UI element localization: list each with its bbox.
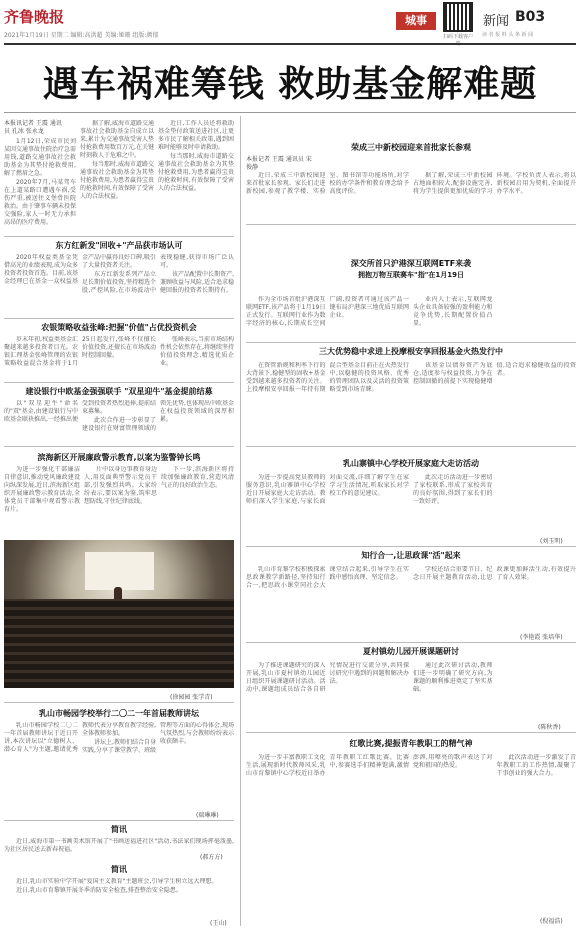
paragraph: 每当那时,威海市道路交通事故社会救助基金为其垫付抢救费用,为患者赢得宝贵的抢救时间,有效保障了受害人的合法权益。 xyxy=(80,161,154,200)
article-byline: (倪福浩) xyxy=(540,918,563,925)
paragraph: 此次活动进一步激发了青年教职工的工作热情,凝聚了干事创业的强大合力。 xyxy=(496,754,576,777)
paragraph: 下一步,滨海新区将持续加强廉政教育,营造风清气正的良好政治生态。 xyxy=(161,466,234,489)
page-headline: 遇车祸难筹钱 救助基金解难题 xyxy=(42,63,538,105)
paragraph: 岁末年初,权益类基金汇聚越来越多投资者目光。农银汇理基金张峰管理的农银策略收益混合基金将于1月25日起发行,张峰不仅擅长价值投资,还擅长在市场波动时控制回撤。 xyxy=(4,336,156,367)
section-tag: 城事 xyxy=(396,12,436,30)
paragraph: 乳山市育黎学校积极探索思政课教学新路径,坚持知行合一,把思政小课堂同社会大课堂结合起来,引导学生在实践中感悟真理、坚定信念。 xyxy=(246,566,409,589)
paragraph: 东方红新发系列产品立足长期价值投资,坚持精选个股,严控风险,在市场波动中表现稳健,获得市场广泛认可。 xyxy=(82,254,234,294)
lead-article-col3 xyxy=(158,120,234,234)
article-body xyxy=(246,172,576,220)
paragraph: 为进一步提高党员教师的服务意识,乳山寨镇中心学校近日开展家庭大走访活动。教师们深入学生家庭,与家长面对面交流,详细了解学生在家学习生活情况,听取家长对学校工作的意见建议。 xyxy=(246,474,409,505)
divider xyxy=(246,342,576,343)
paragraph: 该产品配置中长期资产,兼顾收益与风险,适合追求稳健回报的投资者长期持有。 xyxy=(160,271,234,294)
article-body xyxy=(246,362,576,442)
article-title: 三大优势稳中求进上投摩根安享回报基金火热发行中 xyxy=(319,347,503,356)
divider xyxy=(246,446,576,447)
article-title: 滨海新区开展廉政警示教育,以案为鉴警钟长鸣 xyxy=(37,453,201,462)
article-byline: (刘玉明) xyxy=(540,538,563,545)
newspaper-logo: 齐鲁晚报 xyxy=(4,8,65,26)
paragraph: 每当那时,威海市道路交通事故社会救助基金为其垫付抢救费用,为患者赢得宝贵的抢救时间,有效保障了受害人的合法权益。 xyxy=(158,153,234,192)
article-title: 知行合一,让思政课"活"起来 xyxy=(361,551,461,560)
paragraph: 通过此次研讨活动,教师们进一步明确了研究方向,为课题的顺利推进奠定了坚实基础。 xyxy=(413,662,493,693)
paragraph: 1月12日,荣成市民刘某因交通事故住院治疗急需用钱,道路交通事故社会救助基金为其垫付抢救费用,解了燃眉之急。 xyxy=(4,138,76,177)
qr-caption: 扫码下载客户 xyxy=(442,34,473,40)
column-rule xyxy=(240,116,241,926)
paragraph: 片中以身边事教育身边人,用反面典型警示党员干部,引发强烈共鸣。大家纷纷表示,要以案为鉴,筑牢思想防线,守住纪律底线。 xyxy=(84,466,157,505)
date-line: 2021年1月19日 星期二 编辑:高洪超 美编:姬珊 组版:颜郁 xyxy=(4,32,159,39)
article-subtitle: 拥抱万物互联赛车"指"在1月19日 xyxy=(358,271,464,279)
article-title: 乳山寨镇中心学校开展家庭大走访活动 xyxy=(343,459,479,468)
article-body xyxy=(246,662,576,720)
paragraph: 张峰表示,当前市场结构性机会依然存在,将继续坚持价值投资理念,精选优质企业。 xyxy=(160,336,234,367)
paragraph: 此次合作进一步彰显了建设银行在财富管理领域的领先优势,也体现出中欧基金在权益投资领域的深厚积累。 xyxy=(82,400,234,432)
divider xyxy=(4,702,234,703)
article-title: 建设银行中欧基金强强联手 "双星迎牛"基金提前结募 xyxy=(25,387,213,396)
article-byline: (徐园园 张学青) xyxy=(170,694,213,701)
article-title: 红歌比赛,提振青年教职工的精气神 xyxy=(349,739,473,748)
article-body-col2 xyxy=(84,466,234,538)
masthead-rule xyxy=(4,43,576,45)
lead-byline: 本报讯记者 王震 通讯员 孔冰 张永龙 xyxy=(4,120,62,135)
paragraph: 近日,乳山市实验中学开展"爱国主义教育"主题班会,引导学生树立远大理想。 xyxy=(16,878,218,885)
qr-code-icon xyxy=(443,2,473,32)
brief-byline: (郝方方) xyxy=(200,854,223,861)
paragraph: 学校还结合重要节日、纪念日开展主题教育活动,让思政课更加鲜活生动,有效提升了育人效果。 xyxy=(413,566,576,581)
paragraph: 业内人士表示,互联网龙头企业具备较强的盈利能力和竞争优势,长期配置价值凸显。 xyxy=(413,296,493,327)
brief-byline: (王山) xyxy=(210,920,227,927)
paragraph: 作为全市场首批沪港深互联网ETF,该产品将于1月19日正式发行。互联网行业作为数字经济的核心,长期成长空间广阔,投资者可通过该产品一键布局沪港深三地优质互联网企业。 xyxy=(246,296,409,327)
brief-body xyxy=(4,878,234,918)
article-body xyxy=(4,336,234,380)
paragraph: 近日,威海市第一书画美术馆开展了"书画送福进社区"活动,书法家们现场挥毫泼墨,为社区居民送去新春祝福。 xyxy=(4,838,234,853)
article-title: 深交所首只沪港深互联网ETF来袭 xyxy=(350,259,472,268)
article-byline: (陈秋香) xyxy=(538,724,561,731)
paragraph: 在资管新规和利率下行的大背景下,稳健型的固收+基金受到越来越多投资者的关注。上投摩根安享回报一年持有期混合型基金目前正在火热发行中,以稳健的投资风格、优秀的管理团队以及灵活的投资策略受到市场青睐。 xyxy=(246,362,409,393)
article-body xyxy=(246,474,576,534)
article-photo xyxy=(4,540,234,688)
paragraph: 近日,工作人员还将救助基金垫付政策送进社区,让更多市民了解相关政策,遇到困难时能够及时申请救助。 xyxy=(158,120,234,151)
paragraph: 以"双星迎牛"命名的"双"基金,由建设银行与中欧基金联袂推出,一经推出便受到投资者热烈追捧,提前结束募集。 xyxy=(4,400,156,423)
divider xyxy=(4,820,234,821)
article-title: 荣成三中新校园迎来首批家长参观 xyxy=(351,143,471,152)
masthead xyxy=(0,0,580,44)
paragraph: 据了解,荣成三中新校园占地面积较大,配套设施完善,将为学生提供更加优质的学习环境。学校负责人表示,将以新校园启用为契机,全面提升办学水平。 xyxy=(413,172,576,195)
paragraph: 为进一步丰富教职工文化生活,展现新时代教师风采,乳山市育黎镇中心学校近日举办青年教职工红歌比赛。比赛中,参赛选手们精神饱满,激情澎湃,用嘹亮的歌声表达了对党和祖国的热爱。 xyxy=(246,754,493,777)
divider xyxy=(246,732,576,733)
paragraph: 近日,乳山市育黎镇开展冬季消防安全检查,排查整治安全隐患。 xyxy=(16,887,182,894)
paragraph: 乳山市畅园学校二〇二一年首届教师讲坛于近日开讲,本次讲坛以"立德树人、潜心育人"为主题,邀请优秀教师代表分享教育教学经验,全体教师参加。 xyxy=(4,722,156,753)
article-body xyxy=(246,296,576,340)
article-title: 农银策略收益张峰:把握"价值"占优投资机会 xyxy=(41,323,197,332)
paragraph: 近日,荣成三中新校园迎来首批家长参观。家长们走进新校园,参观了教学楼、实验室、图书馆等功能场所,对学校的办学条件和教育理念给予高度评价。 xyxy=(246,172,409,195)
article-body xyxy=(4,254,234,314)
article-title: 东方红新发"回收+"产品获市场认可 xyxy=(55,241,183,250)
paragraph: 讲坛上,教师们结合自身实践,分享了课堂教学、班级管理等方面的心得体会,现场气氛热烈,与会教师纷纷表示收获颇丰。 xyxy=(82,722,234,754)
paragraph: 2020年权益类基金凭借高光的业绩表现,成为众多投资者投资首选。目前,该基金经理已在基金一众权益基金产品中赢得良好口碑,吸引了大量投资者关注。 xyxy=(4,254,156,285)
article-byline: (瑞琳琳) xyxy=(196,812,219,819)
lead-article-col2 xyxy=(80,120,154,234)
headline-rule xyxy=(4,112,576,113)
article-body xyxy=(4,400,234,444)
article-byline: (李艳霞 张培华) xyxy=(520,634,563,641)
divider xyxy=(4,446,234,447)
masthead-sub-labels: 读 者 报 料 头 条 新 闻 xyxy=(482,32,534,38)
paragraph: 为进一步强化干部廉洁自律意识,推动党风廉政建设向纵深发展,近日,滨海新区组织开展廉政警示教育活动,全体党员干部集中观看警示教育片。 xyxy=(4,466,80,513)
brief-title: 简讯 xyxy=(111,865,127,874)
divider xyxy=(246,546,576,547)
paragraph: 为了推进课题研究的深入开展,乳山市夏村镇幼儿园近日组织开展课题研讨活动。活动中,课题组成员结合各自研究情况进行交流分享,共同探讨研究中遇到的问题和解决办法。 xyxy=(246,662,409,693)
news-label: 新闻 xyxy=(483,14,510,29)
divider xyxy=(246,224,576,225)
article-body xyxy=(246,754,576,910)
article-body xyxy=(4,466,80,538)
photo-stage xyxy=(85,552,154,590)
divider xyxy=(246,642,576,643)
photo-audience xyxy=(4,599,234,688)
divider xyxy=(4,236,234,237)
lead-article xyxy=(4,138,76,234)
divider xyxy=(4,382,234,383)
brief-title: 简讯 xyxy=(111,825,127,834)
article-title: 乳山市畅园学校举行二〇二一年首届教师讲坛 xyxy=(39,709,199,718)
article-body xyxy=(4,722,234,808)
paragraph: 据了解,威海市道路交通事故社会救助基金自成立以来,累计为交通事故受害人垫付抢救费用数百万元,在关键时刻救人于危难之中。 xyxy=(80,120,154,159)
article-body xyxy=(246,566,576,632)
paragraph: 此次走访活动进一步密切了家校联系,形成了家校共育的良好氛围,得到了家长们的一致好评。 xyxy=(413,474,493,505)
paragraph: 该基金以债券资产为底仓,适度参与权益投资,力争在控制回撤的前提下实现稳健增值,适合追求稳健收益的投资者。 xyxy=(413,362,576,385)
page-number: B03 xyxy=(515,9,546,25)
paragraph: 2020年7月,马某驾车在上道某路口遭遇车祸,受伤严重,被送往义堡骨医院救治。由于肇事车辆未投保交强险,家人一时无力承担高昂的医疗费用。 xyxy=(4,179,76,226)
article-byline: 本报记者 王震 通讯员 宋俊静 xyxy=(246,156,312,171)
article-title: 夏村镇幼儿园开展课题研讨 xyxy=(363,647,459,656)
divider xyxy=(4,318,234,319)
